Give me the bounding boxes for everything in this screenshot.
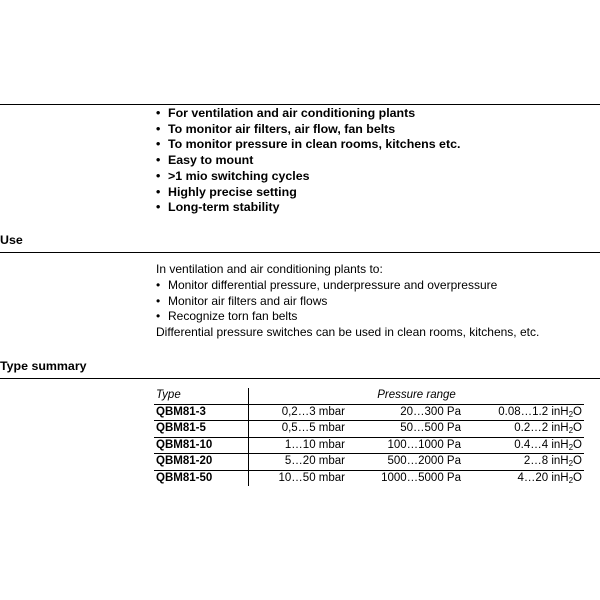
table-row xyxy=(154,437,584,454)
use-intro: In ventilation and air conditioning plants to: xyxy=(156,262,383,276)
bullet-icon: • xyxy=(156,200,161,215)
type-cell: QBM81-20 xyxy=(154,454,249,471)
pa-cell: 100…1000 Pa xyxy=(351,437,467,454)
column-header-type: Type xyxy=(154,388,249,404)
use-heading: Use xyxy=(0,233,23,247)
bullet-icon: • xyxy=(156,153,161,168)
table-header-row xyxy=(154,388,584,404)
pa-cell: 20…300 Pa xyxy=(351,404,467,421)
inh2o-cell: 4…20 inH2O xyxy=(517,471,582,485)
pa-cell: 50…500 Pa xyxy=(351,421,467,438)
bullet-icon: • xyxy=(156,121,161,136)
use-closing: Differential pressure switches can be used in clean rooms, kitchens, etc. xyxy=(156,325,540,339)
mbar-cell: 5…20 mbar xyxy=(249,454,352,471)
feature-item: • For ventilation and air conditioning plants xyxy=(156,106,416,120)
inh2o-cell: 2…8 inH2O xyxy=(467,454,584,471)
bullet-icon: • xyxy=(156,168,161,183)
use-list xyxy=(156,278,497,325)
pa-cell: 500…2000 Pa xyxy=(351,454,467,471)
use-item: • Monitor differential pressure, underpressure and overpressure xyxy=(156,278,498,292)
bullet-icon: • xyxy=(156,278,161,292)
mbar-cell: 1…10 mbar xyxy=(249,437,352,454)
type-cell: QBM81-50 xyxy=(156,471,213,484)
bullet-icon: • xyxy=(156,309,161,323)
feature-item: • Easy to mount xyxy=(156,153,254,168)
type-summary-heading: Type summary xyxy=(0,359,87,373)
pa-cell: 1000…5000 Pa xyxy=(381,471,461,484)
bullet-icon: • xyxy=(156,184,161,199)
table-row xyxy=(154,454,584,471)
type-summary-divider xyxy=(0,378,600,379)
table-row xyxy=(154,404,584,421)
type-summary-table xyxy=(154,388,584,486)
bullet-icon: • xyxy=(156,137,161,152)
feature-item: • Highly precise setting xyxy=(156,184,297,199)
table-row xyxy=(154,421,584,438)
table-row xyxy=(154,470,584,486)
bullet-icon: • xyxy=(156,293,161,308)
top-divider xyxy=(0,104,600,105)
use-item: • Monitor air filters and air flows xyxy=(156,293,328,308)
inh2o-cell: 0.2…2 inH2O xyxy=(467,421,584,438)
mbar-cell: 0,2…3 mbar xyxy=(249,404,352,421)
inh2o-cell: 0.4…4 inH2O xyxy=(467,437,584,454)
feature-list xyxy=(156,106,460,216)
use-item: • Recognize torn fan belts xyxy=(156,309,298,323)
type-cell: QBM81-5 xyxy=(154,421,249,438)
use-divider xyxy=(0,252,600,253)
mbar-cell: 0,5…5 mbar xyxy=(249,421,352,438)
feature-item: • To monitor air filters, air flow, fan belts xyxy=(156,121,396,136)
type-cell: QBM81-3 xyxy=(154,404,249,421)
feature-item: • To monitor pressure in clean rooms, kitchens etc. xyxy=(156,137,461,152)
type-cell: QBM81-10 xyxy=(154,437,249,454)
column-header-pressure-range: Pressure range xyxy=(249,388,585,404)
inh2o-cell: 0.08…1.2 inH2O xyxy=(467,404,584,421)
bullet-icon: • xyxy=(156,106,161,120)
feature-item: • Long-term stability xyxy=(156,200,280,215)
mbar-cell: 10…50 mbar xyxy=(249,470,352,486)
feature-item: • >1 mio switching cycles xyxy=(156,168,310,183)
